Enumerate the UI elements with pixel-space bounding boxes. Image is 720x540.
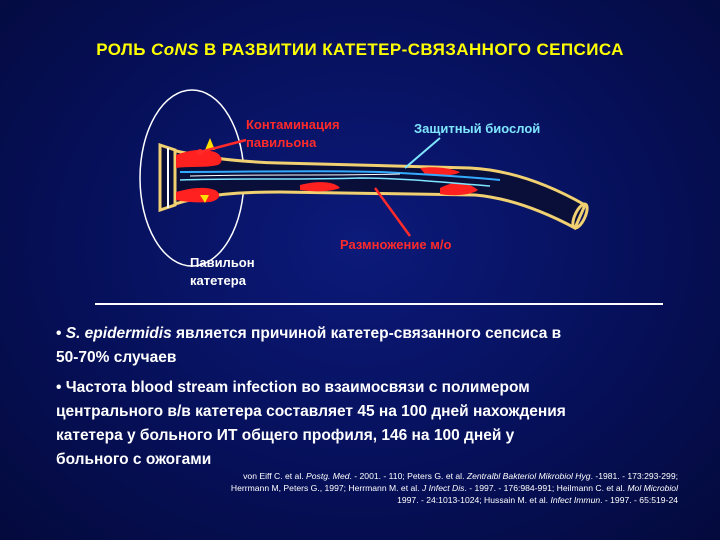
label-growth: Размножение м/о [340, 237, 452, 252]
bullet-1 [56, 322, 666, 370]
ref-1a: von Eiff C. et al. [243, 471, 307, 481]
bullet-1-species: S. epidermidis [65, 325, 172, 342]
bullet-2-text-1: Частота blood stream infection во взаимосвязи с полимером [65, 379, 530, 396]
ref-1d: Zentralbl Bakteriol Mikrobiol Hyg [466, 471, 591, 481]
label-biofilm: Защитный биослой [414, 121, 541, 136]
label-hub-line-1: Павильон [190, 255, 255, 270]
title-part-3: В РАЗВИТИИ КАТЕТЕР-СВЯЗАННОГО СЕПСИСА [198, 40, 624, 59]
bullet-2-text-4: больного с ожогами [56, 451, 212, 468]
ref-2b: J Infect Dis [421, 483, 465, 493]
bullet-2-marker: • [56, 379, 66, 396]
ref-3c: . - 1997. - 65:519-24 [600, 495, 678, 505]
ref-line-1 [140, 470, 678, 482]
bullet-1-text-2: 50-70% случаев [56, 349, 177, 366]
pointer-biofilm [405, 138, 440, 168]
pointer-contamination-dot [197, 149, 203, 155]
ref-3a: 1997. - 24:1013-1024; Hussain M. et al. [397, 495, 551, 505]
catheter-tube [172, 150, 585, 228]
ref-line-3 [140, 494, 678, 506]
ref-line-2 [140, 482, 678, 494]
ref-1c: . - 2001. - 110; Peters G. et al. [349, 471, 467, 481]
ref-2a: Herrmann M, Peters G., 1997; Herrmann M. et al. [230, 483, 422, 493]
references [140, 470, 678, 506]
title-part-1: РОЛЬ [96, 40, 152, 59]
bullet-2-text-2: центрального в/в катетера составляет 45 на 100 дней нахождения [56, 403, 566, 420]
label-contamination-line-2: павильона [246, 135, 317, 150]
bullet-1-marker: • [56, 325, 66, 342]
label-hub [190, 254, 255, 290]
bullet-2-text-3: катетера у больного ИТ общего профиля, 146 на 100 дней у [56, 427, 515, 444]
label-contamination-line-1: Контаминация [246, 117, 340, 132]
ref-2d: Mol Microbiol [627, 483, 678, 493]
bullet-1-text-1: является причиной катетер-связанного сепсиса в [171, 325, 562, 342]
label-hub-line-2: катетера [190, 273, 246, 288]
title-part-2: CoNS [151, 40, 199, 59]
ref-3b: Infect Immun [550, 495, 601, 505]
section-divider [95, 303, 663, 305]
ref-1e: . -1981. - 173:293-299; [590, 471, 678, 481]
label-contamination [246, 116, 340, 152]
bullet-2 [56, 376, 666, 472]
ref-2c: . - 1997. - 176:984-991; Heilmann C. et al. [464, 483, 628, 493]
ref-1b: Postg. Med [306, 471, 350, 481]
